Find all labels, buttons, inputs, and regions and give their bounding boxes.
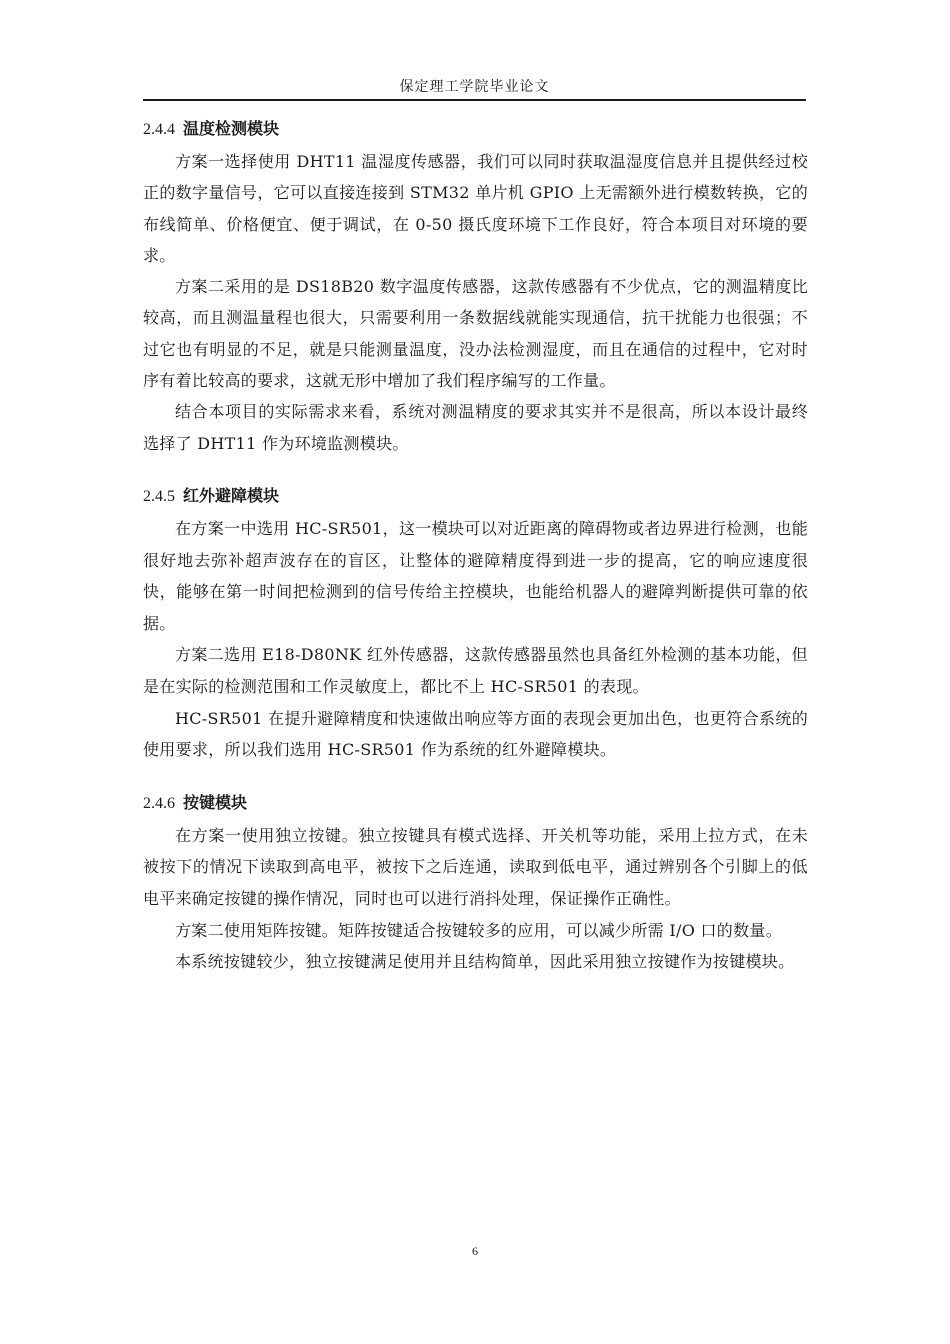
section-heading <box>143 112 808 146</box>
section-title: 按键模块 <box>183 792 248 812</box>
section-gap <box>143 766 808 786</box>
page-content <box>143 112 808 978</box>
paragraph: 方案二选用 E18-D80NK 红外传感器，这款传感器虽然也具备红外检测的基本功能，但是在实际的检测范围和工作灵敏度上，都比不上 HC-SR501 的表现。 <box>143 645 808 696</box>
section-infrared <box>143 479 808 766</box>
paragraph: 方案二使用矩阵按键。矩阵按键适合按键较多的应用，可以减少所需 I/O 口的数量。 <box>175 920 783 940</box>
section-number: 2.4.4 <box>143 121 175 138</box>
section-gap <box>143 459 808 479</box>
section-title: 温度检测模块 <box>183 119 280 138</box>
paragraph: 本系统按键较少，独立按键满足使用并且结构简单，因此采用独立按键作为按键模块。 <box>175 952 795 972</box>
paragraph: 方案二采用的是 DS18B20 数字温度传感器，这款传感器有不少优点，它的测温精度比较高，而且测温量程也很大，只需要利用一条数据线就能实现通信，抗干扰能力也很强；不过它也有明显的不足，就是只能测量温度，没办法检测湿度，而且在通信的过程中，它对时序有着比较高的要求，这就无形中增加了我们程序编写的工作量。 <box>143 277 808 391</box>
section-buttons <box>143 786 808 978</box>
page-number: 6 <box>472 1244 478 1258</box>
paragraph: 方案一选择使用 DHT11 温湿度传感器，我们可以同时获取温湿度信息并且提供经过校正的数字量信号，它可以直接连接到 STM32 单片机 GPIO 上无需额外进行模数转换，它的布线简单、价格便宜、便于调试，在 0-50 摄氏度环境下工作良好，符合本项目对环境的要求。 <box>143 152 808 265</box>
page-header: 保定理工学院毕业论文 <box>399 79 550 95</box>
section-heading <box>143 786 808 820</box>
paragraph: 在方案一中选用 HC-SR501，这一模块可以对近距离的障碍物或者边界进行检测，也能很好地去弥补超声波存在的盲区，让整体的避障精度得到进一步的提高，它的响应速度很快，能够在第一时间把检测到的信号传给主控模块，也能给机器人的避障判断提供可靠的依据。 <box>143 518 808 633</box>
section-number: 2.4.5 <box>143 487 175 505</box>
header-rule <box>143 99 806 101</box>
section-number: 2.4.6 <box>143 794 175 812</box>
paragraph: HC-SR501 在提升避障精度和快速做出响应等方面的表现会更加出色，也更符合系统的使用要求，所以我们选用 HC-SR501 作为系统的红外避障模块。 <box>143 708 808 760</box>
paragraph: 结合本项目的实际需求来看，系统对测温精度的要求其实并不是很高，所以本设计最终选择了 DHT11 作为环境监测模块。 <box>143 402 808 453</box>
section-heading <box>143 479 808 513</box>
section-temperature <box>143 112 808 459</box>
section-title: 红外避障模块 <box>183 485 280 505</box>
paragraph: 在方案一使用独立按键。独立按键具有模式选择、开关机等功能，采用上拉方式，在未被按下的情况下读取到高电平，被按下之后连通，读取到低电平，通过辨别各个引脚上的低电平来确定按键的操作情况，同时也可以进行消抖处理，保证操作正确性。 <box>143 825 808 908</box>
